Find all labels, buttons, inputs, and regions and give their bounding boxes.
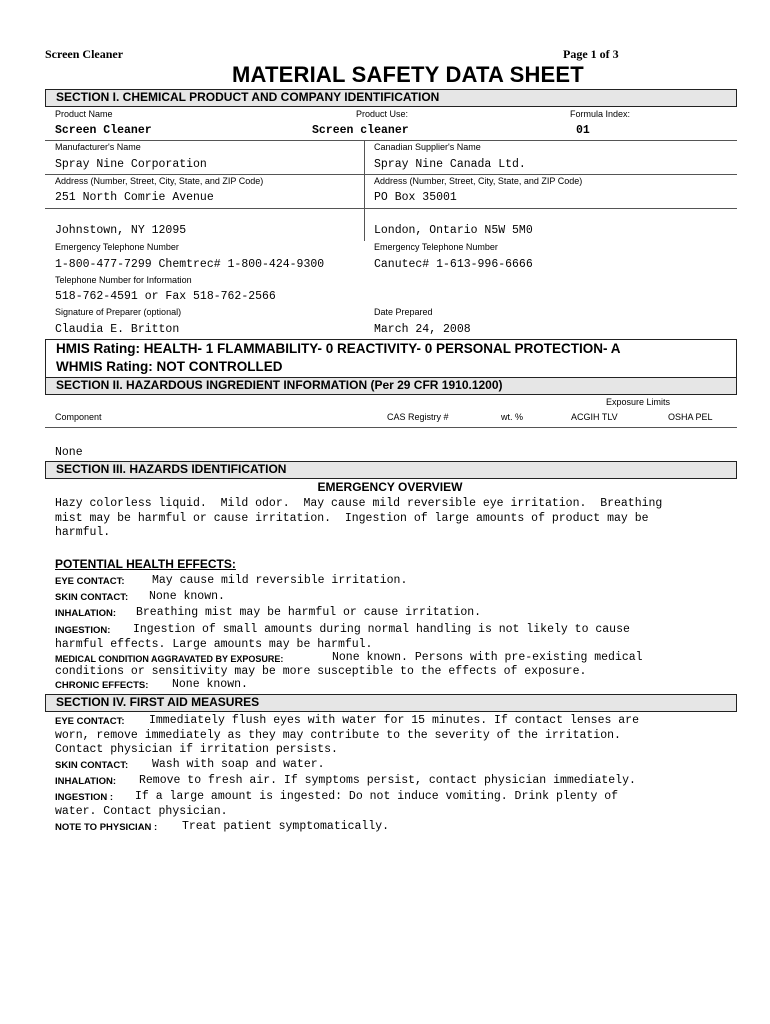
first-aid-ingestion-text-2: water. Contact physician. — [55, 805, 228, 818]
first-aid-eye-text-3: Contact physician if irritation persists. — [55, 743, 338, 756]
ingestion-text-1: Ingestion of small amounts during normal handling is not likely to cause — [133, 623, 630, 636]
address-right-line2: London, Ontario N5W 5M0 — [374, 224, 533, 237]
preparer-label: Signature of Preparer (optional) — [55, 307, 182, 317]
product-use-value: Screen cleaner — [312, 124, 409, 137]
section-2-heading: SECTION II. HAZARDOUS INGREDIENT INFORMATION (Per 29 CFR 1910.1200) — [45, 377, 737, 395]
medical-condition-text-2: conditions or sensitivity may be more susceptible to the effects of exposure. — [55, 665, 587, 678]
ingestion-text-2: harmful effects. Large amounts may be harmful. — [55, 638, 373, 651]
skin-contact-label: SKIN CONTACT: — [55, 592, 129, 603]
first-aid-ingestion-label: INGESTION : — [55, 792, 114, 803]
address-left-line2: Johnstown, NY 12095 — [55, 224, 187, 237]
col-wt: wt. % — [501, 412, 524, 422]
first-aid-inhalation-text: Remove to fresh air. If symptoms persist, contact physician immediately. — [139, 774, 636, 787]
canadian-supplier-label: Canadian Supplier's Name — [374, 142, 481, 152]
formula-index-label: Formula Index: — [570, 109, 631, 119]
section-4-heading: SECTION IV. FIRST AID MEASURES — [45, 694, 737, 712]
first-aid-inhalation-label: INHALATION: — [55, 776, 117, 787]
first-aid-eye-text-2: worn, remove immediately as they may contribute to the severity of the irritation. — [55, 729, 621, 742]
date-prepared-value: March 24, 2008 — [374, 323, 471, 336]
first-aid-eye-text-1: Immediately flush eyes with water for 15 minutes. If contact lenses are — [149, 714, 639, 727]
canadian-supplier-value: Spray Nine Canada Ltd. — [374, 158, 526, 171]
doc-header-product: Screen Cleaner — [45, 47, 124, 61]
section-3-heading: SECTION III. HAZARDS IDENTIFICATION — [45, 461, 737, 479]
chronic-effects-text: None known. — [172, 678, 248, 691]
emergency-phone-right: Canutec# 1-613-996-6666 — [374, 258, 533, 271]
emergency-label-right: Emergency Telephone Number — [374, 242, 498, 252]
medical-condition-text-1: None known. Persons with pre-existing medical — [332, 651, 643, 664]
first-aid-ingestion-text-1: If a large amount is ingested: Do not induce vomiting. Drink plenty of — [135, 790, 619, 803]
inhalation-text: Breathing mist may be harmful or cause irritation. — [136, 606, 482, 619]
date-prepared-label: Date Prepared — [374, 307, 433, 317]
section-1-heading: SECTION I. CHEMICAL PRODUCT AND COMPANY IDENTIFICATION — [45, 89, 737, 107]
page-number: Page 1 of 3 — [563, 47, 619, 61]
col-cas: CAS Registry # — [387, 412, 449, 422]
manufacturer-value: Spray Nine Corporation — [55, 158, 207, 171]
emergency-label-left: Emergency Telephone Number — [55, 242, 179, 252]
note-to-physician-label: NOTE TO PHYSICIAN : — [55, 822, 158, 833]
eye-contact-label: EYE CONTACT: — [55, 576, 125, 587]
info-phone-value: 518-762-4591 or Fax 518-762-2566 — [55, 290, 276, 303]
skin-contact-text: None known. — [149, 590, 225, 603]
eye-contact-text: May cause mild reversible irritation. — [152, 574, 408, 587]
address-left-line1: 251 North Comrie Avenue — [55, 191, 214, 204]
divider — [45, 427, 737, 428]
ingredient-row: None — [55, 446, 83, 459]
divider — [45, 208, 737, 209]
potential-health-effects-title: POTENTIAL HEALTH EFFECTS: — [55, 557, 236, 571]
ingestion-label: INGESTION: — [55, 625, 111, 636]
inhalation-label: INHALATION: — [55, 608, 117, 619]
col-component: Component — [55, 412, 102, 422]
first-aid-eye-label: EYE CONTACT: — [55, 716, 125, 727]
col-acgih: ACGIH TLV — [571, 412, 618, 422]
emergency-overview-title: EMERGENCY OVERVIEW — [317, 480, 463, 494]
first-aid-skin-text: Wash with soap and water. — [152, 758, 325, 771]
divider — [45, 174, 737, 175]
column-divider — [364, 140, 365, 241]
medical-condition-label: MEDICAL CONDITION AGGRAVATED BY EXPOSURE: — [55, 654, 284, 664]
first-aid-skin-label: SKIN CONTACT: — [55, 760, 129, 771]
product-name-label: Product Name — [55, 109, 113, 119]
emergency-phone-left: 1-800-477-7299 Chemtrec# 1-800-424-9300 — [55, 258, 325, 271]
note-to-physician-text: Treat patient symptomatically. — [182, 820, 390, 833]
chronic-effects-label: CHRONIC EFFECTS: — [55, 680, 149, 691]
product-use-label: Product Use: — [356, 109, 409, 119]
address-label-right: Address (Number, Street, City, State, and ZIP Code) — [374, 176, 583, 186]
divider — [45, 140, 737, 141]
col-osha: OSHA PEL — [668, 412, 713, 422]
product-name-value: Screen Cleaner — [55, 124, 152, 137]
info-phone-label: Telephone Number for Information — [55, 275, 192, 285]
emergency-overview-text: Hazy colorless liquid. Mild odor. May cause mild reversible eye irritation. Breathing mist may be harmful or cause irritation. Ingestion of large amounts of product may be harmful. — [55, 497, 663, 539]
preparer-value: Claudia E. Britton — [55, 323, 180, 336]
document-title: MATERIAL SAFETY DATA SHEET — [232, 62, 584, 87]
address-label-left: Address (Number, Street, City, State, and ZIP Code) — [55, 176, 264, 186]
manufacturer-label: Manufacturer's Name — [55, 142, 141, 152]
address-right-line1: PO Box 35001 — [374, 191, 457, 204]
exposure-limits-label: Exposure Limits — [606, 397, 671, 407]
hmis-rating: HMIS Rating: HEALTH- 1 FLAMMABILITY- 0 REACTIVITY- 0 PERSONAL PROTECTION- A — [45, 339, 737, 359]
whmis-rating: WHMIS Rating: NOT CONTROLLED — [45, 358, 737, 378]
formula-index-value: 01 — [576, 124, 590, 137]
